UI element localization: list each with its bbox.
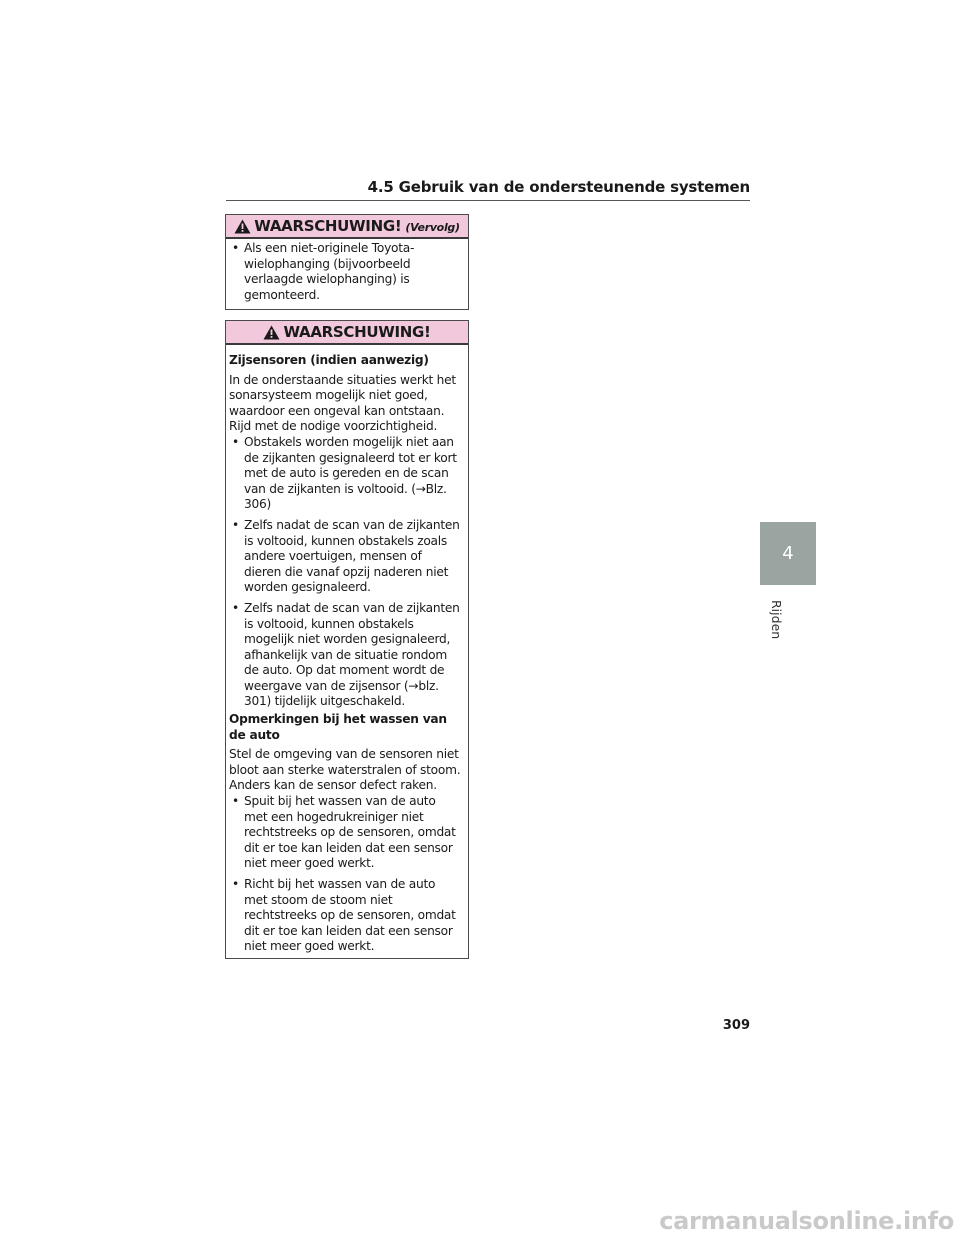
- page-number: 309: [722, 1018, 750, 1033]
- warning-triangle-icon: [234, 219, 251, 234]
- warning-continued-label: (Vervolg): [405, 221, 460, 234]
- warning-title: WAARSCHUWING!: [283, 323, 431, 341]
- list-item: • Als een niet-originele Toyota-wielophanging (bijvoorbeeld verlaagde wielophanging) is gemonteerd.: [229, 241, 461, 303]
- section-title-side-sensors: Zijsensoren (indien aanwezig): [229, 353, 429, 367]
- list-item: • Obstakels worden mogelijk niet aan de zijkanten gesignaleerd tot er kort met de auto is gereden en de scan van de zijkanten is voltooid. (→Blz. 306): [229, 435, 461, 513]
- list-item: • Spuit bij het wassen van de auto met een hogedrukreiniger niet rechtstreeks op de sensoren, omdat dit er toe kan leiden dat een sensor niet meer goed werkt.: [229, 794, 461, 872]
- warning-triangle-icon: [263, 325, 280, 340]
- list-item: • Richt bij het wassen van de auto met stoom de stoom niet rechtstreeks op de sensoren, omdat dit er toe kan leiden dat een sensor niet meer goed werkt.: [229, 877, 461, 955]
- warning-header: [226, 321, 468, 345]
- paragraph: In de onderstaande situaties werkt het sonarsysteem mogelijk niet goed, waardoor een ongeval kan ontstaan. Rijd met de nodige voorzichtigheid.: [229, 372, 456, 434]
- warning-body: [226, 345, 468, 961]
- warning-body: [226, 239, 468, 309]
- list-item: • Zelfs nadat de scan van de zijkanten is voltooid, kunnen obstakels zoals andere voertuigen, mensen of dieren die vanaf opzij naderen niet worden gesignaleerd.: [229, 518, 461, 596]
- warning-box-continued: [225, 214, 469, 310]
- paragraph: Stel de omgeving van de sensoren niet bloot aan sterke waterstralen of stoom. Anders kan de sensor defect raken.: [229, 747, 461, 793]
- chapter-tab: 4: [760, 522, 816, 585]
- chapter-label: Rijden: [769, 600, 784, 640]
- section-header: 4.5 Gebruik van de ondersteunende systemen: [226, 178, 750, 201]
- warning-title: WAARSCHUWING!: [254, 217, 402, 235]
- list-item: • Zelfs nadat de scan van de zijkanten is voltooid, kunnen obstakels mogelijk niet worden gesignaleerd, afhankelijk van de situatie rondom de auto. Op dat moment wordt de weergave van de zijsensor (→blz. 301) tijdelijk uitgeschakeld.: [229, 601, 461, 710]
- watermark: carmanualsonline.info: [659, 1207, 954, 1235]
- warning-header: [226, 215, 468, 239]
- warning-box: [225, 320, 469, 959]
- section-title-washing: Opmerkingen bij het wassen van de auto: [229, 712, 447, 742]
